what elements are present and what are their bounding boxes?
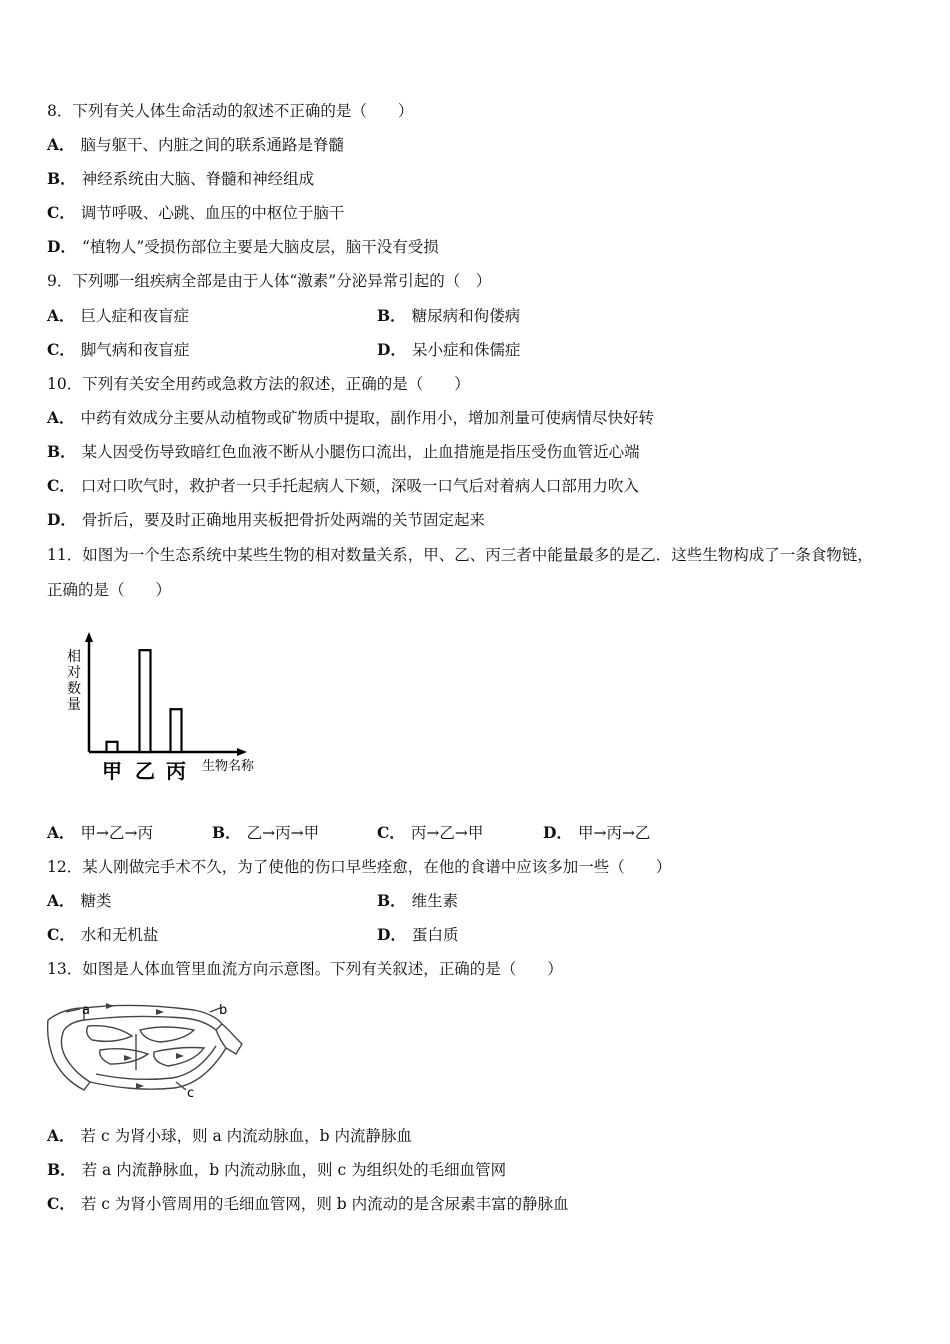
option-text: 脑与躯干、内脏之间的联系通路是脊髓 [80,136,345,154]
bar-2 [140,650,151,752]
option-label: C． [377,823,405,842]
q13-option-b [47,1160,506,1180]
option-label: C． [47,476,75,495]
option-text: 脚气病和夜盲症 [80,341,190,359]
option-label: B． [47,1160,76,1179]
q8-option-b [47,169,314,189]
option-text: 糖尿病和佝偻病 [411,307,521,325]
label-c: c [187,1086,195,1100]
category-label-2: 乙 [135,759,155,783]
x-axis-arrow-icon [237,748,247,756]
option-text: 甲→乙→丙 [80,824,154,842]
option-label: A． [47,135,75,154]
option-text: 糖类 [80,892,112,910]
option-text: 口对口吹气时，救护者一只手托起病人下颏，深吸一口气后对着病人口部用力吹入 [80,477,639,495]
x-axis-label: 生物名称 [202,759,255,774]
q10-stem: 10．下列有关安全用药或急救方法的叙述，正确的是（ ） [47,375,470,393]
q12-option-c [47,925,158,945]
capillary-1 [87,1026,132,1042]
q9-option-b [377,306,520,326]
q11-option-b [212,823,319,843]
option-label: B． [47,169,76,188]
option-text: 若 a 内流静脉血，b 内流动脉血，则 c 为组织处的毛细血管网 [81,1161,507,1179]
q12-stem: 12．某人刚做完手术不久，为了使他的伤口早些痊愈，在他的食谱中应该多加一些（ ） [47,858,672,876]
capillary-3 [100,1049,148,1064]
option-label: D． [47,510,76,529]
option-label: B． [212,823,241,842]
q11-stem-line2: 正确的是（ ） [47,581,172,599]
flow-arrow-icon [156,1009,164,1015]
y-axis-label-char: 对 [67,665,81,681]
option-text: 水和无机盐 [80,926,159,944]
option-label: D． [377,925,406,944]
option-label: A． [47,408,75,427]
option-text: 丙→乙→甲 [410,824,484,842]
option-text: 某人因受伤导致暗红色血液不断从小腿伤口流出，止血措施是指压受伤血管近心端 [81,443,640,461]
q10-option-d [47,510,485,530]
option-text: 呆小症和侏儒症 [411,341,521,359]
option-label: B． [377,891,406,910]
option-text: 甲→丙→乙 [577,824,651,842]
q9-option-d [377,340,520,360]
bars [107,650,182,752]
q12-option-b [377,891,458,911]
q11-option-d [543,823,650,843]
option-label: D． [377,340,406,359]
lower-branch [90,1048,226,1089]
q9-option-c [47,340,189,360]
bar-1 [107,742,118,752]
vessel-b [216,1024,242,1054]
flow-arrow-icon [136,1083,144,1089]
option-label: B． [377,306,406,325]
option-text: 巨人症和夜盲症 [80,307,190,325]
y-axis-arrow-icon [85,632,93,642]
category-label-1: 甲 [102,759,122,783]
q8-stem: 8．下列有关人体生命活动的叙述不正确的是（ ） [47,102,414,120]
q12-option-a [47,891,112,911]
option-text: “植物人”受损伤部位主要是大脑皮层，脑干没有受损 [81,238,439,256]
category-label-3: 丙 [166,759,186,783]
flow-arrow-icon [176,1053,184,1059]
vessel-a [48,1008,90,1090]
option-label: D． [543,823,572,842]
q10-option-b [47,442,640,462]
option-label: A． [47,306,75,325]
q13-option-a [47,1126,412,1146]
option-text: 蛋白质 [411,926,459,944]
q13-option-c [47,1194,569,1214]
flow-arrow-icon [106,1003,114,1009]
category-labels [102,759,186,783]
option-text: 中药有效成分主要从动植物或矿物质中提取，副作用小，增加剂量可使病情尽快好转 [80,409,655,427]
option-text: 调节呼吸、心跳、血压的中枢位于脑干 [80,204,345,222]
q8-option-a [47,135,344,155]
q9-option-a [47,306,189,326]
option-label: B． [47,442,76,461]
label-b: b [219,1003,228,1018]
q13-stem: 13．如图是人体血管里血流方向示意图。下列有关叙述，正确的是（ ） [47,960,563,978]
option-text: 若 c 为肾小球，则 a 内流动脉血，b 内流静脉血 [80,1127,413,1145]
bar-3 [171,709,182,752]
q12-option-d [377,925,458,945]
q8-option-d [47,237,439,257]
label-a: a [82,1003,90,1018]
option-label: A． [47,823,75,842]
option-label: D． [47,237,76,256]
option-label: C． [47,1194,75,1213]
option-text: 若 c 为肾小管周用的毛细血管网，则 b 内流动的是含尿素丰富的静脉血 [80,1195,569,1213]
q8-option-c [47,203,344,223]
q11-option-a [47,823,153,843]
y-axis-label-char: 数 [67,681,81,697]
q9-stem: 9．下列哪一组疾病全部是由于人体“激素”分泌异常引起的（ ） [47,272,492,290]
option-label: A． [47,891,75,910]
q11-stem-line1: 11．如图为一个生态系统中某些生物的相对数量关系，甲、乙、丙三者中能量最多的是乙．这些生物构成了一条食物链， [47,546,873,564]
q10-option-c [47,476,639,496]
option-label: A． [47,1126,75,1145]
y-axis-label-char: 量 [67,697,81,713]
option-text: 维生素 [411,892,459,910]
q13-blood-vessel-diagram [44,1000,254,1100]
y-axis-label-char: 相 [67,649,81,665]
q10-option-a [47,408,654,428]
option-label: C． [47,340,75,359]
option-label: C． [47,925,75,944]
capillary-2 [140,1027,194,1042]
option-text: 乙→丙→甲 [246,824,320,842]
q11-bar-chart [60,628,280,788]
q11-option-c [377,823,483,843]
option-label: C． [47,203,75,222]
flow-arrow-icon [124,1055,132,1061]
y-axis-label [67,648,81,713]
option-text: 神经系统由大脑、脊髓和神经组成 [81,170,315,188]
option-text: 骨折后，要及时正确地用夹板把骨折处两端的关节固定起来 [81,511,485,529]
